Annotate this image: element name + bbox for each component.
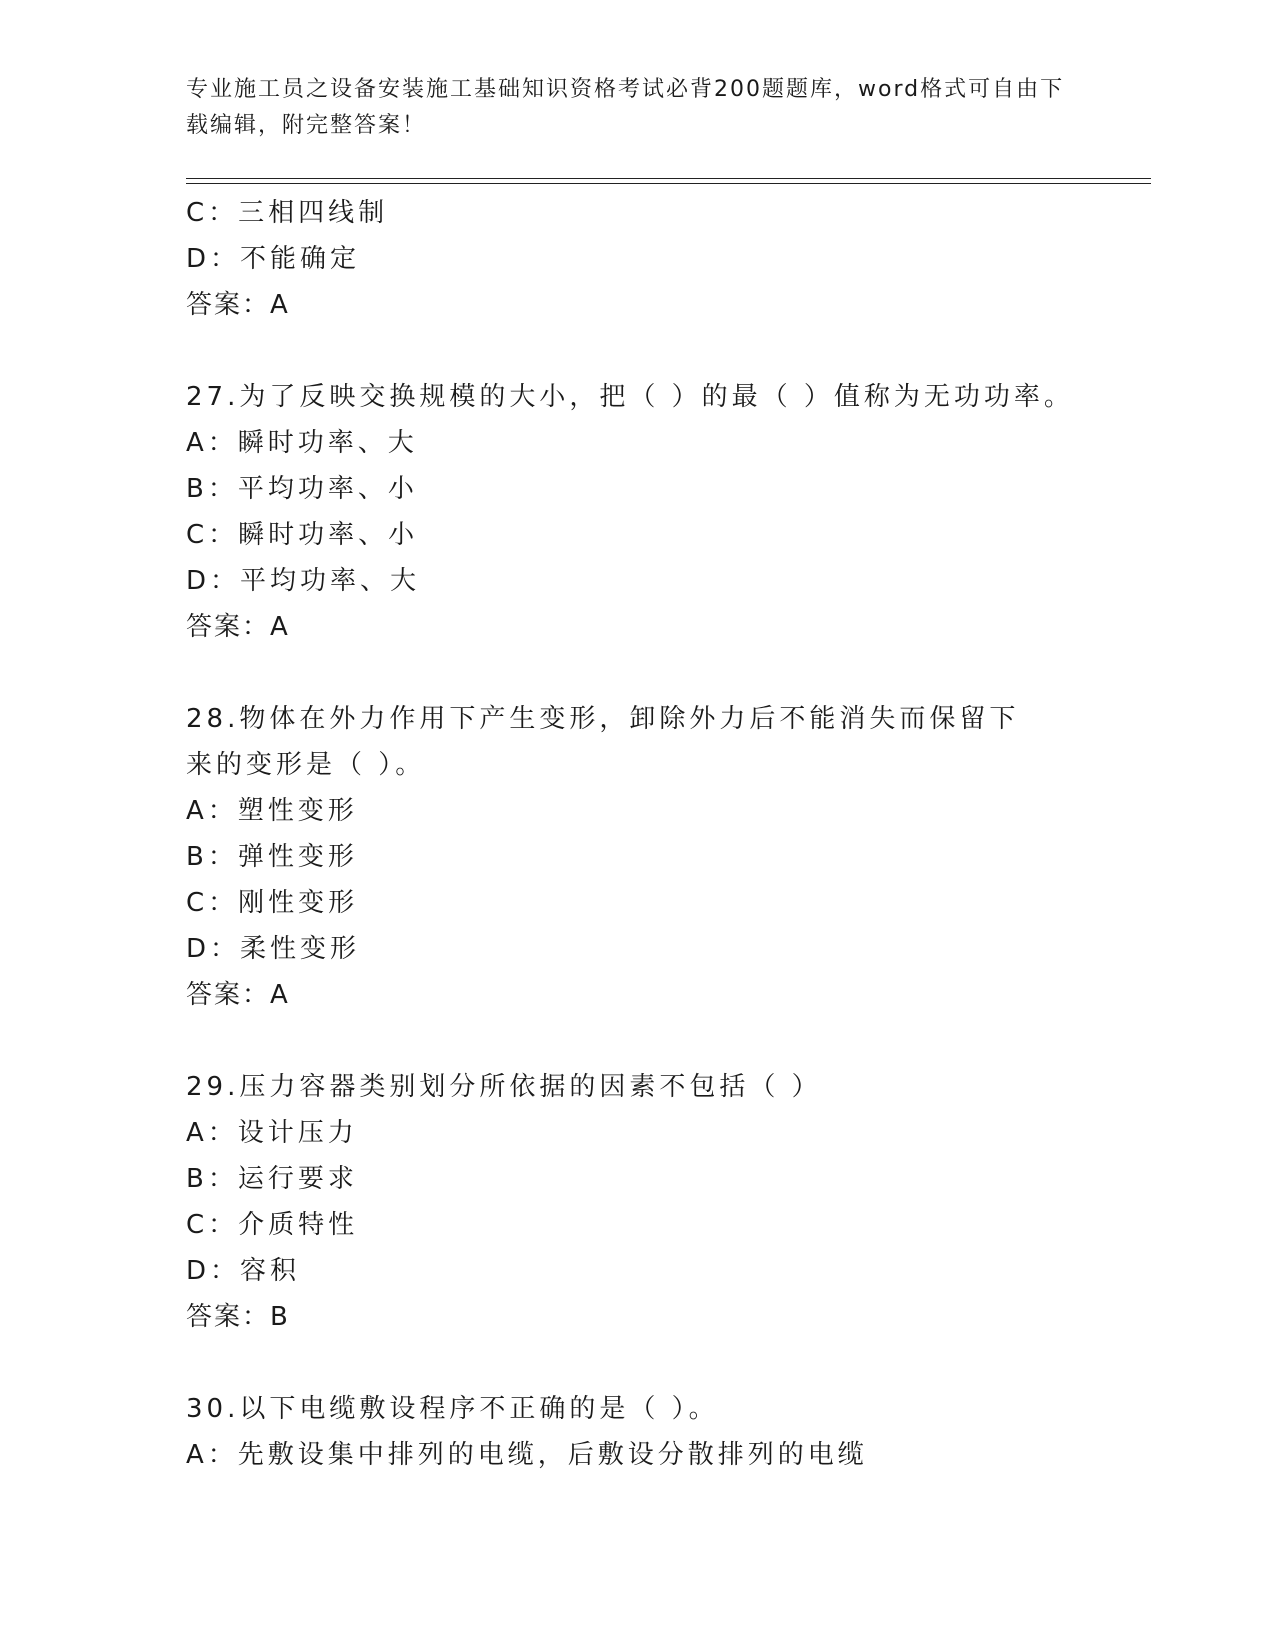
question-list (186, 190, 1126, 1478)
option-c: C：瞬时功率、小 (186, 520, 419, 550)
question-27 (186, 374, 1126, 650)
answer-line: 答案：B (186, 1302, 290, 1332)
option-c: C：刚性变形 (186, 888, 359, 918)
question-26-continuation (186, 190, 1126, 328)
option-b: B：弹性变形 (186, 842, 358, 872)
document-header: 专业施工员之设备安装施工基础知识资格考试必背200题题库，word格式可自由下载编辑，附完整答案！ (186, 77, 1065, 138)
question-29 (186, 1064, 1126, 1340)
option-a: A：先敷设集中排列的电缆，后敷设分散排列的电缆 (186, 1440, 868, 1470)
option-c: C：三相四线制 (186, 198, 389, 228)
option-d: D：平均功率、大 (186, 566, 421, 596)
question-stem: 30.以下电缆敷设程序不正确的是（ ）。 (186, 1394, 719, 1424)
answer-line: 答案：A (186, 290, 290, 320)
option-c: C：介质特性 (186, 1210, 359, 1240)
question-stem: 28.物体在外力作用下产生变形，卸除外力后不能消失而保留下来的变形是（ ）。 (186, 704, 1020, 780)
option-d: D：容积 (186, 1256, 301, 1286)
answer-line: 答案：A (186, 980, 290, 1010)
option-d: D：不能确定 (186, 244, 361, 274)
option-a: A：瞬时功率、大 (186, 428, 418, 458)
question-stem: 29.压力容器类别划分所依据的因素不包括（ ） (186, 1072, 822, 1102)
header-divider-top (186, 178, 1151, 179)
option-b: B：运行要求 (186, 1164, 358, 1194)
answer-line: 答案：A (186, 612, 290, 642)
question-28 (186, 696, 1126, 1018)
option-d: D：柔性变形 (186, 934, 361, 964)
option-b: B：平均功率、小 (186, 474, 418, 504)
question-30 (186, 1386, 1126, 1478)
question-stem: 27.为了反映交换规模的大小，把（ ）的最（ ）值称为无功功率。 (186, 382, 1074, 412)
option-a: A：设计压力 (186, 1118, 358, 1148)
header-divider-bottom (186, 183, 1151, 184)
option-a: A：塑性变形 (186, 796, 358, 826)
